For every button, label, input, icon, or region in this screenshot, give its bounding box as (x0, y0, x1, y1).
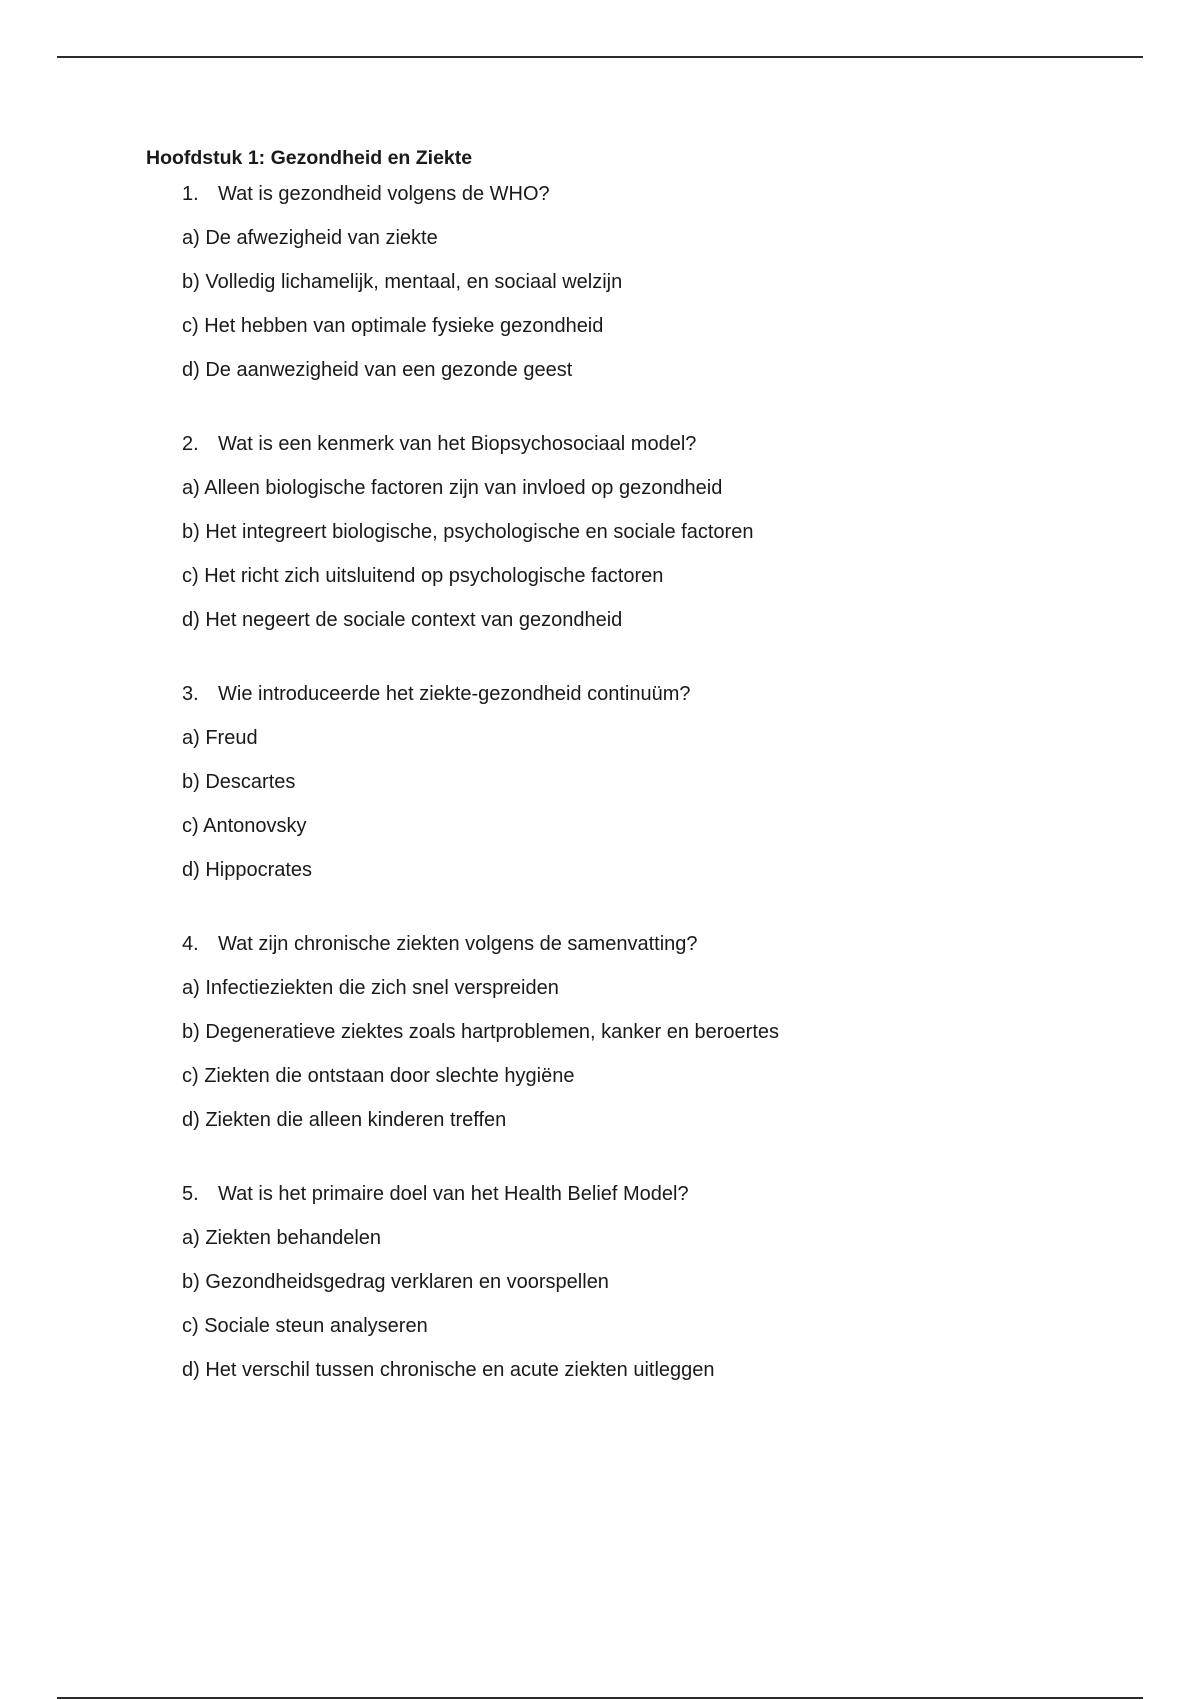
document-body (146, 145, 1126, 1431)
answer-option-a: a) Freud (182, 727, 258, 749)
question-number: 4. (182, 933, 199, 955)
question-label: Wie introduceerde het ziekte-gezondheid continuüm? (218, 683, 691, 705)
question-5 (182, 1181, 1126, 1383)
answer-option-a: a) Ziekten behandelen (182, 1227, 382, 1249)
answer-option-a: a) Infectieziekten die zich snel verspreiden (182, 977, 559, 999)
question-number: 3. (182, 683, 199, 705)
question-label: Wat zijn chronische ziekten volgens de samenvatting? (218, 933, 698, 955)
question-4 (182, 931, 1126, 1133)
question-1 (182, 181, 1126, 383)
question-text (182, 1181, 1126, 1207)
answer-option-c: c) Antonovsky (182, 815, 307, 837)
chapter-title: Hoofdstuk 1: Gezondheid en Ziekte (146, 147, 473, 169)
question-2 (182, 431, 1126, 633)
answer-option-d: d) Het negeert de sociale context van gezondheid (182, 609, 623, 631)
answer-option-c: c) Het richt zich uitsluitend op psychologische factoren (182, 565, 664, 587)
answer-option-d: d) De aanwezigheid van een gezonde geest (182, 359, 573, 381)
answer-option-a: a) Alleen biologische factoren zijn van invloed op gezondheid (182, 477, 723, 499)
answer-option-b: b) Gezondheidsgedrag verklaren en voorspellen (182, 1271, 609, 1293)
bottom-divider (57, 1697, 1143, 1699)
question-number: 2. (182, 433, 199, 455)
question-label: Wat is een kenmerk van het Biopsychosociaal model? (218, 433, 697, 455)
answer-option-c: c) Het hebben van optimale fysieke gezondheid (182, 315, 604, 337)
answer-option-b: b) Volledig lichamelijk, mentaal, en sociaal welzijn (182, 271, 623, 293)
question-text (182, 181, 1126, 207)
answer-option-d: d) Ziekten die alleen kinderen treffen (182, 1109, 507, 1131)
answer-option-d: d) Hippocrates (182, 859, 313, 881)
answer-option-a: a) De afwezigheid van ziekte (182, 227, 438, 249)
question-text (182, 931, 1126, 957)
question-label: Wat is het primaire doel van het Health Belief Model? (218, 1183, 689, 1205)
answer-option-c: c) Sociale steun analyseren (182, 1315, 428, 1337)
question-label: Wat is gezondheid volgens de WHO? (218, 183, 550, 205)
question-number: 1. (182, 183, 199, 205)
answer-option-b: b) Descartes (182, 771, 296, 793)
answer-option-d: d) Het verschil tussen chronische en acute ziekten uitleggen (182, 1359, 715, 1381)
question-3 (182, 681, 1126, 883)
answer-option-c: c) Ziekten die ontstaan door slechte hygiëne (182, 1065, 575, 1087)
question-number: 5. (182, 1183, 199, 1205)
question-text (182, 681, 1126, 707)
question-text (182, 431, 1126, 457)
answer-option-b: b) Het integreert biologische, psychologische en sociale factoren (182, 521, 754, 543)
answer-option-b: b) Degeneratieve ziektes zoals hartproblemen, kanker en beroertes (182, 1021, 779, 1043)
top-divider (57, 56, 1143, 58)
